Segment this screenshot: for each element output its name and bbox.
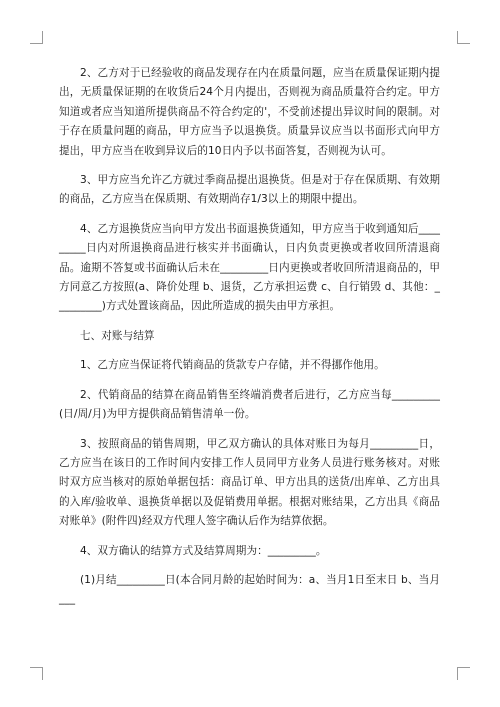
crop-mark-top-left [30, 31, 43, 44]
paragraph-settlement-timing: 2、代销商品的结算在商品销售至终端消费者后进行，乙方应当每_________(日/周/月)为甲方提供商品销售清单一份。 [59, 388, 440, 421]
crop-mark-bottom-left [30, 667, 43, 680]
paragraph-settlement-method: 4、双方确认的结算方式及结算周期为：_________。 [80, 544, 327, 557]
paragraph-monthly-settlement: (1)月结_________日(本合同月龄的起始时间为：a、当月1日至末日 b、当月___ [59, 573, 440, 606]
crop-mark-top-right [457, 31, 470, 44]
paragraph-dedicated-account: 1、乙方应当保证将代销商品的货款专户存储，并不得挪作他用。 [80, 359, 385, 372]
paragraph-return-notice: 4、乙方退换货应当向甲方发出书面退换货通知，甲方应当于收到通知后_________日内对所退换商品进行核实并书面确认，日内负责更换或者收回所清退商品。逾期不答复或书面确认后未在_________日内更换或者收回所清退商品的，甲方同意乙方按照(a、降价处理 b、退货，乙方承担运费 c、自行销毁 d、其他：_________)方式处置该商品，因此所造成的损失由甲方承担。 [59, 222, 440, 313]
document-body [59, 64, 440, 610]
paragraph-reconciliation-day: 3、按照商品的销售周期，甲乙双方确认的具体对账日为每月_________日，乙方应当在该日的工作时间内安排工作人员同甲方业务人员进行账务核对。对账时双方应当核对的原始单据包括：商品订单、甲方出具的送货/出库单、乙方出具的入库/验收单、退换货单据以及促销费用单据。根据对账结果，乙方出具《商品对账单》(附件四)经双方代理人签字确认后作为结算依据。 [59, 437, 440, 528]
paragraph-seasonal-return: 3、甲方应当允许乙方就过季商品提出退换货。但是对于存在保质期、有效期的商品，乙方应当在保质期、有效期尚存1/3以上的期限中提出。 [59, 174, 440, 206]
crop-mark-bottom-right [457, 667, 470, 680]
paragraph-quality-objection: 2、乙方对于已经验收的商品发现存在内在质量问题，应当在质量保证期内提出，无质量保证期的在收货后24个月内提出，否则视为商品质量符合约定。甲方知道或者应当知道所提供商品不符合约定的'，不受前述提出异议时间的限制。对于存在质量问题的商品，甲方应当予以退换货。质量异议应当以书面形式向甲方提出，甲方应当在收到异议后的10日内予以书面答复，否则视为认可。 [59, 67, 440, 157]
section-heading-reconciliation: 七、对账与结算 [80, 329, 155, 342]
